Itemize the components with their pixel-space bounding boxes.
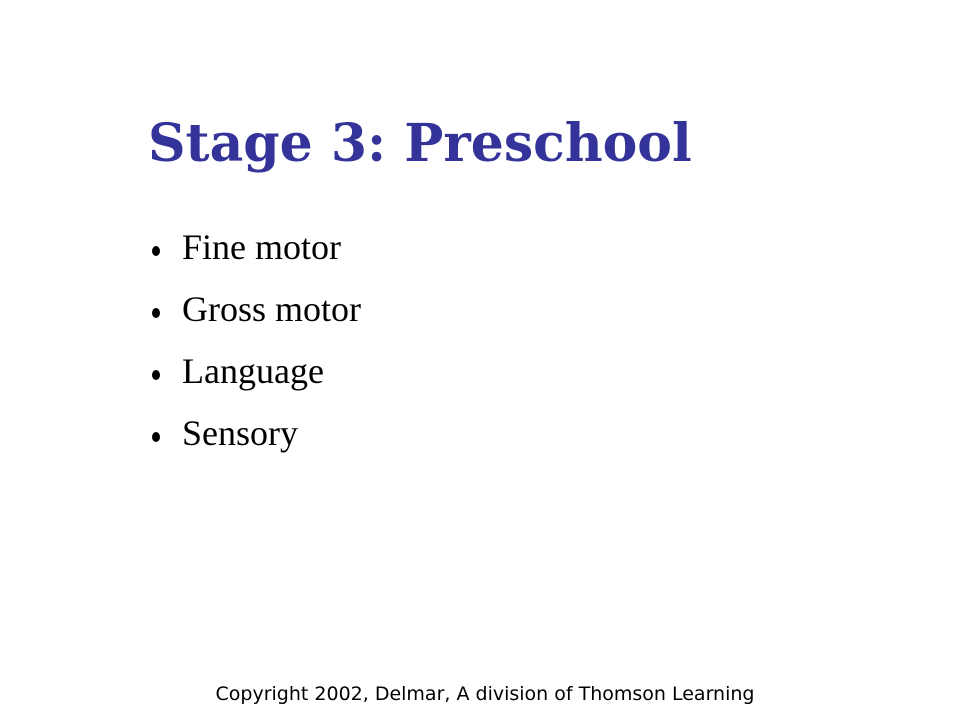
copyright-footer: Copyright 2002, Delmar, A division of Thomson Learning [215, 683, 755, 705]
bullet-text: Language [182, 351, 324, 391]
list-item [148, 278, 361, 340]
bullet-dot-icon [152, 432, 160, 442]
list-item [148, 402, 361, 464]
bullet-dot-icon [152, 246, 160, 256]
bullet-dot-icon [152, 308, 160, 318]
bullet-text: Sensory [182, 413, 298, 453]
bullet-text: Gross motor [182, 289, 361, 329]
slide-title: Stage 3: Preschool [148, 113, 692, 174]
list-item [148, 216, 361, 278]
bullet-dot-icon [152, 370, 160, 380]
bullet-text: Fine motor [182, 227, 341, 267]
bullet-list [148, 216, 361, 464]
list-item [148, 340, 361, 402]
